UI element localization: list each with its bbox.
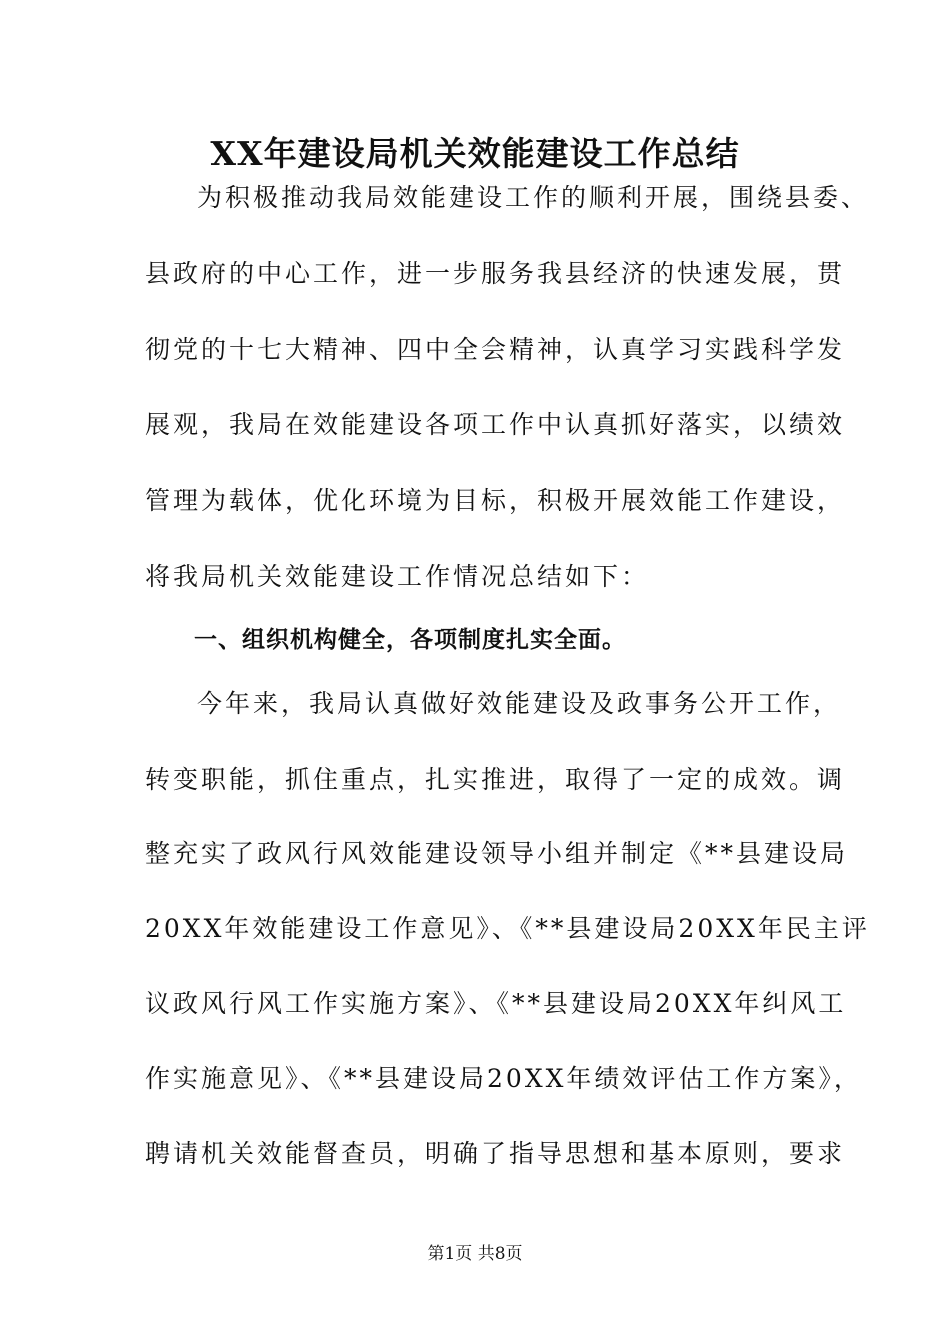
paragraph-2-line-6: 作实施意见》、《**县建设局20XX年绩效评估工作方案》， (145, 1064, 862, 1093)
paragraph-2-line-7: 聘请机关效能督查员，明确了指导思想和基本原则，要求 (145, 1139, 846, 1168)
paragraph-1-line-4: 展观，我局在效能建设各项工作中认真抓好落实，以绩效 (145, 410, 846, 439)
paragraph-2-line-1: 今年来，我局认真做好效能建设及政事务公开工作， (197, 689, 842, 718)
paragraph-2-line-2: 转变职能，抓住重点，扎实推进，取得了一定的成效。调 (145, 765, 846, 794)
paragraph-1-line-6: 将我局机关效能建设工作情况总结如下： (145, 562, 650, 591)
section-heading-1: 一、组织机构健全，各项制度扎实全面。 (194, 627, 626, 653)
paragraph-1-line-5: 管理为载体，优化环境为目标，积极开展效能工作建设， (145, 486, 846, 515)
paragraph-2-line-3: 整充实了政风行风效能建设领导小组并制定《**县建设局 (145, 839, 849, 868)
paragraph-1-line-3: 彻党的十七大精神、四中全会精神，认真学习实践科学发 (145, 335, 846, 364)
paragraph-2-line-5: 议政风行风工作实施方案》、《**县建设局20XX年纠风工 (145, 989, 847, 1018)
page-footer: 第1页 共8页 (427, 1244, 523, 1264)
document-title: XX年建设局机关效能建设工作总结 (210, 134, 740, 173)
paragraph-1-line-1: 为积极推动我局效能建设工作的顺利开展，围绕县委、 (197, 183, 870, 212)
paragraph-1-line-2: 县政府的中心工作，进一步服务我县经济的快速发展，贯 (145, 259, 846, 288)
paragraph-2-line-4: 20XX年效能建设工作意见》、《**县建设局20XX年民主评 (145, 914, 870, 943)
